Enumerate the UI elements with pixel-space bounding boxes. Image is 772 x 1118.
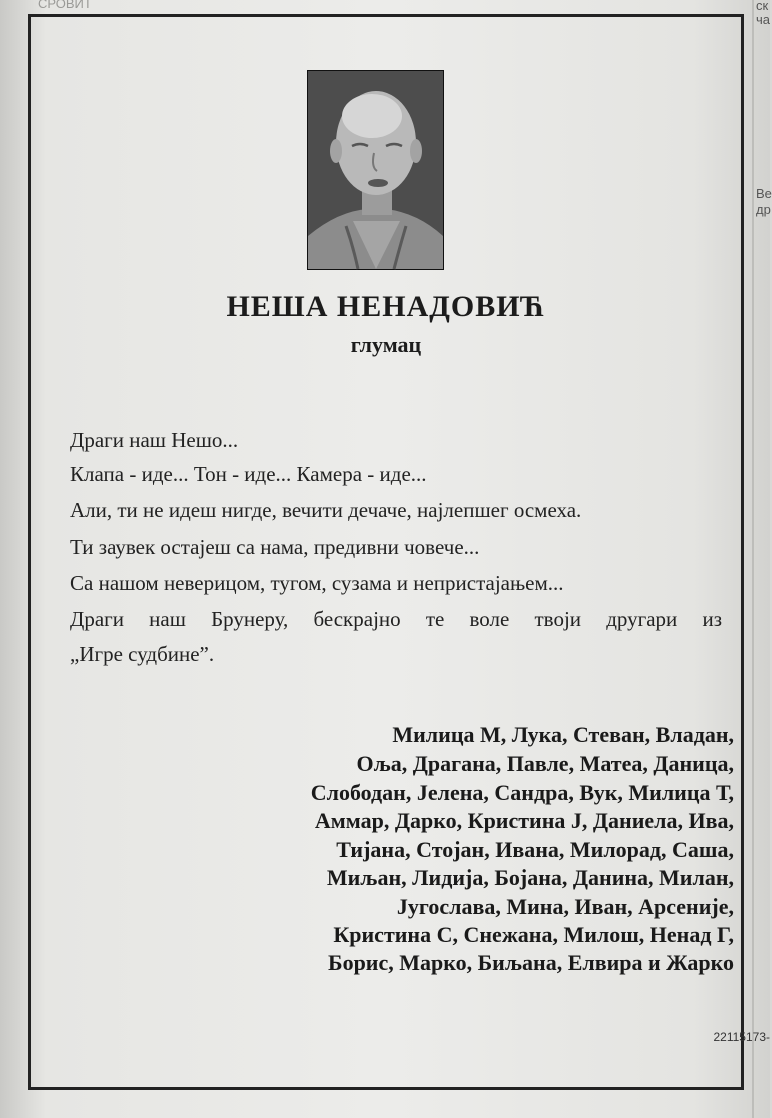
column-rule <box>752 0 754 1118</box>
signature-line-4: Аммар, Дарко, Кристина Ј, Даниела, Ива, <box>314 808 734 833</box>
bleed-text-right-4: др <box>756 202 771 217</box>
message-line-6: Драги наш Брунеру, бескрајно те воле твоји другари из <box>70 607 722 631</box>
ad-code: 22115173- <box>713 1030 770 1044</box>
bleed-text-top-right-2: ча <box>756 12 771 27</box>
signature-line-5: Тијана, Стојан, Ивана, Милорад, Саша, <box>336 837 734 862</box>
message-line-7: „Игре судбине”. <box>70 642 215 666</box>
bleed-text-top-right-1: ск <box>756 0 769 13</box>
message-line-5: Са нашом неверицом, тугом, сузама и непристајањем... <box>70 571 564 595</box>
deceased-name: НЕША НЕНАДОВИЋ <box>226 290 546 323</box>
profession: глумац <box>350 332 422 357</box>
message-line-2: Клапа - иде... Тон - иде... Камера - иде... <box>70 462 427 486</box>
bleed-text-right-3: Ве <box>756 186 772 201</box>
bleed-text-top-left: СРОВИТ <box>38 0 92 11</box>
signature-line-3: Слободан, Јелена, Сандра, Вук, Милица Т, <box>310 780 734 805</box>
signature-line-9: Борис, Марко, Биљана, Елвира и Жарко <box>328 950 734 975</box>
signature-line-1: Милица М, Лука, Стеван, Владан, <box>392 722 734 747</box>
signature-line-7: Југослава, Мина, Иван, Арсеније, <box>396 894 734 919</box>
signature-line-6: Миљан, Лидија, Бојана, Данина, Милан, <box>326 865 734 890</box>
portrait-photo <box>307 70 444 270</box>
message-line-4: Ти заувек остајеш са нама, предивни човече... <box>70 535 480 559</box>
message-line-1: Драги наш Нешо... <box>70 428 239 452</box>
message-line-3: Али, ти не идеш нигде, вечити дечаче, најлепшег осмеха. <box>70 498 582 522</box>
signature-line-2: Оља, Драгана, Павле, Матеа, Даница, <box>356 751 734 776</box>
signature-line-8: Кристина С, Снежана, Милош, Ненад Г, <box>333 922 734 947</box>
